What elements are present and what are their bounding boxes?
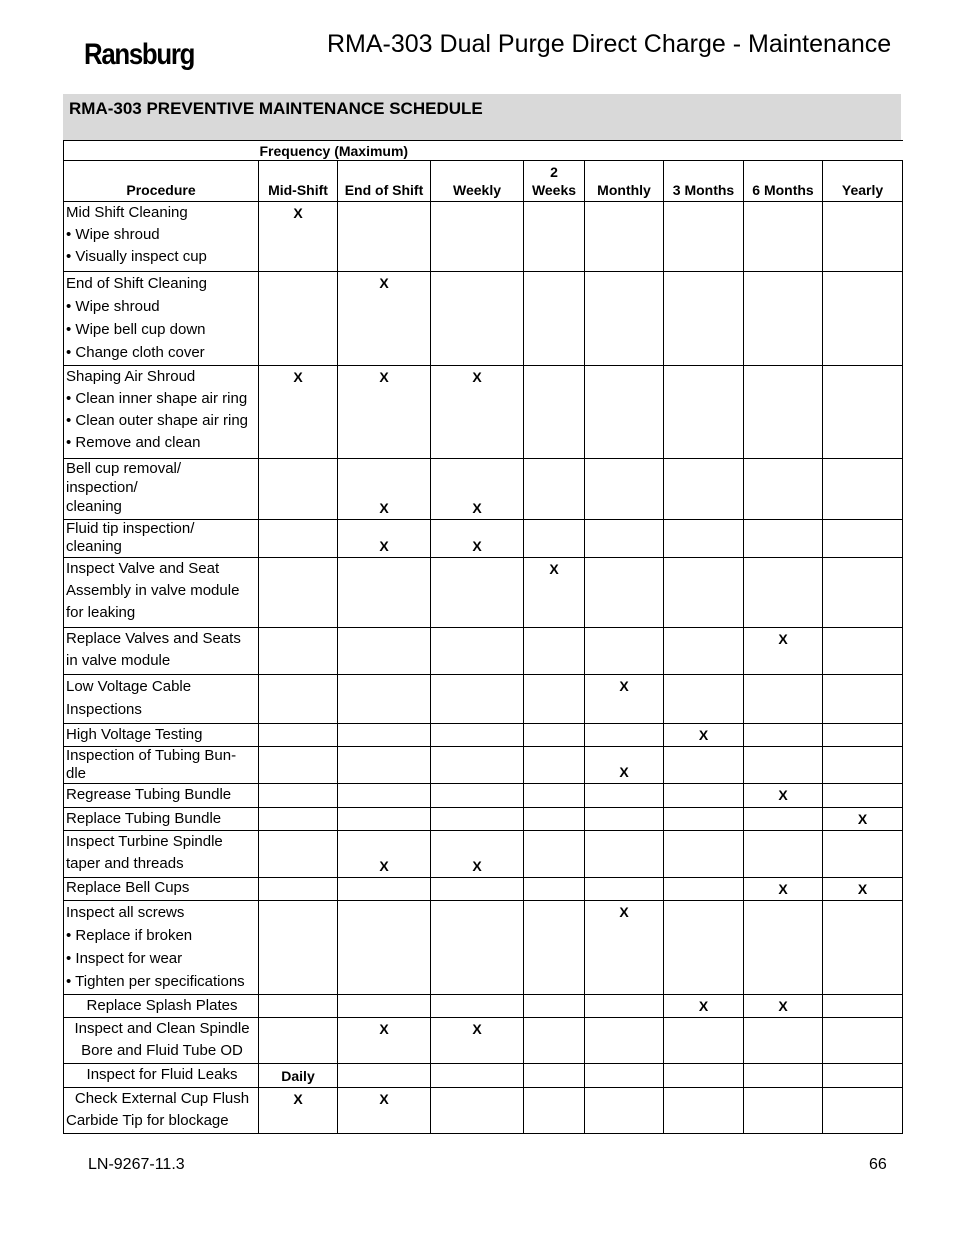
table-row bbox=[64, 272, 903, 366]
frequency-mark-cell bbox=[823, 459, 903, 520]
ransburg-logo: Ransburg bbox=[84, 38, 195, 71]
frequency-mark-cell bbox=[524, 747, 585, 784]
procedure-cell bbox=[64, 202, 259, 272]
frequency-mark-cell bbox=[744, 558, 823, 628]
frequency-mark-cell bbox=[664, 878, 744, 901]
frequency-mark-cell bbox=[431, 272, 524, 366]
procedure-line: Replace Splash Plates bbox=[86, 997, 238, 1014]
procedure-line: High Voltage Testing bbox=[66, 726, 203, 743]
frequency-mark-cell bbox=[744, 520, 823, 558]
procedure-line: Inspect all screws bbox=[66, 904, 185, 921]
table-row bbox=[64, 724, 903, 747]
frequency-mark-cell bbox=[744, 272, 823, 366]
frequency-mark-cell bbox=[664, 628, 744, 675]
frequency-mark-cell bbox=[524, 459, 585, 520]
frequency-mark-cell: X bbox=[259, 1088, 338, 1134]
procedure-cell bbox=[64, 1018, 259, 1064]
frequency-mark-cell bbox=[259, 1018, 338, 1064]
table-row bbox=[64, 995, 903, 1018]
frequency-mark-cell: X bbox=[431, 459, 524, 520]
frequency-mark-cell bbox=[744, 366, 823, 459]
procedure-line: Replace Tubing Bundle bbox=[66, 810, 222, 827]
frequency-mark-cell bbox=[823, 1018, 903, 1064]
procedure-line: Regrease Tubing Bundle bbox=[66, 786, 232, 803]
frequency-mark-cell: X bbox=[744, 878, 823, 901]
frequency-mark-cell bbox=[259, 808, 338, 831]
frequency-mark-cell bbox=[431, 675, 524, 724]
procedure-line: inspection/ bbox=[66, 479, 138, 496]
frequency-mark-cell bbox=[585, 808, 664, 831]
frequency-mark-cell bbox=[524, 520, 585, 558]
column-header-part: Weeks bbox=[531, 182, 577, 198]
frequency-mark-cell bbox=[664, 808, 744, 831]
procedure-line: Carbide Tip for blockage bbox=[66, 1112, 229, 1129]
frequency-mark-cell: X bbox=[744, 628, 823, 675]
procedure-line: Inspect and Clean Spindle bbox=[74, 1020, 250, 1037]
frequency-spacer bbox=[64, 141, 259, 161]
table-row bbox=[64, 459, 903, 520]
frequency-mark-cell bbox=[259, 831, 338, 878]
column-header: Yearly bbox=[823, 161, 903, 202]
frequency-mark-cell bbox=[585, 995, 664, 1018]
procedure-line: • Tighten per specifications bbox=[66, 973, 245, 990]
procedure-line: Mid Shift Cleaning bbox=[66, 204, 188, 221]
frequency-mark-cell bbox=[823, 724, 903, 747]
table-row bbox=[64, 1088, 903, 1134]
frequency-mark-cell bbox=[664, 558, 744, 628]
column-header-part: 2 bbox=[550, 164, 558, 180]
frequency-mark-cell: X bbox=[431, 366, 524, 459]
procedure-line: taper and threads bbox=[66, 855, 184, 872]
frequency-mark-cell bbox=[338, 878, 431, 901]
frequency-mark-cell bbox=[338, 995, 431, 1018]
procedure-cell bbox=[64, 520, 259, 558]
frequency-mark-cell bbox=[259, 784, 338, 808]
table-row bbox=[64, 1064, 903, 1088]
frequency-mark-cell bbox=[585, 784, 664, 808]
procedure-line: • Visually inspect cup bbox=[66, 248, 207, 265]
frequency-header-row bbox=[64, 141, 903, 161]
frequency-mark-cell: X bbox=[431, 831, 524, 878]
frequency-mark-cell bbox=[585, 459, 664, 520]
frequency-mark-cell bbox=[664, 747, 744, 784]
procedure-line: • Inspect for wear bbox=[66, 950, 183, 967]
procedure-cell bbox=[64, 366, 259, 459]
frequency-mark-cell bbox=[664, 1064, 744, 1088]
procedure-cell bbox=[64, 808, 259, 831]
frequency-mark-cell bbox=[338, 808, 431, 831]
frequency-mark-cell: X bbox=[585, 675, 664, 724]
frequency-mark-cell: X bbox=[744, 995, 823, 1018]
frequency-mark-cell: X bbox=[338, 831, 431, 878]
frequency-mark-cell bbox=[338, 675, 431, 724]
frequency-mark-cell bbox=[744, 1018, 823, 1064]
page-number: 66 bbox=[869, 1156, 887, 1173]
frequency-mark-cell bbox=[585, 520, 664, 558]
procedure-line: Inspect Turbine Spindle bbox=[66, 833, 223, 850]
frequency-mark-cell bbox=[744, 808, 823, 831]
table-row bbox=[64, 878, 903, 901]
frequency-mark-cell: X bbox=[744, 784, 823, 808]
procedure-line: Bore and Fluid Tube OD bbox=[81, 1042, 243, 1059]
frequency-mark-cell bbox=[524, 784, 585, 808]
frequency-mark-cell bbox=[524, 1018, 585, 1064]
frequency-mark-cell bbox=[744, 901, 823, 995]
frequency-mark-cell bbox=[744, 1064, 823, 1088]
frequency-mark-cell bbox=[259, 520, 338, 558]
frequency-mark-cell bbox=[338, 628, 431, 675]
frequency-mark-cell bbox=[431, 808, 524, 831]
frequency-mark-cell bbox=[664, 459, 744, 520]
frequency-mark-cell bbox=[585, 366, 664, 459]
frequency-mark-cell bbox=[259, 628, 338, 675]
procedure-line: End of Shift Cleaning bbox=[66, 275, 207, 292]
frequency-mark-cell: Daily bbox=[259, 1064, 338, 1088]
frequency-mark-cell bbox=[823, 1064, 903, 1088]
frequency-mark-cell: X bbox=[823, 808, 903, 831]
frequency-mark-cell bbox=[431, 1088, 524, 1134]
procedure-line: • Replace if broken bbox=[66, 927, 193, 944]
frequency-mark-cell bbox=[338, 724, 431, 747]
frequency-mark-cell bbox=[524, 272, 585, 366]
frequency-mark-cell bbox=[524, 901, 585, 995]
procedure-cell bbox=[64, 724, 259, 747]
frequency-mark-cell: X bbox=[338, 272, 431, 366]
frequency-mark-cell bbox=[585, 1088, 664, 1134]
frequency-mark-cell bbox=[585, 628, 664, 675]
table-row bbox=[64, 628, 903, 675]
frequency-mark-cell bbox=[259, 901, 338, 995]
procedure-cell bbox=[64, 628, 259, 675]
frequency-mark-cell bbox=[524, 995, 585, 1018]
frequency-mark-cell bbox=[338, 784, 431, 808]
column-header: End of Shift bbox=[338, 161, 431, 202]
procedure-line: • Remove and clean bbox=[66, 434, 201, 451]
frequency-mark-cell bbox=[259, 272, 338, 366]
frequency-mark-cell bbox=[259, 459, 338, 520]
frequency-mark-cell: X bbox=[664, 724, 744, 747]
table-row bbox=[64, 558, 903, 628]
procedure-cell bbox=[64, 1064, 259, 1088]
frequency-mark-cell bbox=[664, 901, 744, 995]
table-row bbox=[64, 831, 903, 878]
procedure-line: cleaning bbox=[66, 538, 122, 555]
frequency-label: Frequency (Maximum) bbox=[259, 141, 903, 161]
frequency-mark-cell bbox=[823, 628, 903, 675]
table-row bbox=[64, 675, 903, 724]
frequency-mark-cell bbox=[524, 878, 585, 901]
frequency-mark-cell bbox=[823, 272, 903, 366]
frequency-mark-cell bbox=[431, 724, 524, 747]
procedure-cell bbox=[64, 558, 259, 628]
column-header-row bbox=[64, 161, 903, 202]
procedure-line: • Wipe shroud bbox=[66, 298, 160, 315]
frequency-mark-cell bbox=[524, 202, 585, 272]
table-row bbox=[64, 747, 903, 784]
frequency-mark-cell bbox=[259, 558, 338, 628]
table-body bbox=[64, 202, 903, 1134]
frequency-mark-cell bbox=[664, 784, 744, 808]
frequency-mark-cell bbox=[823, 1088, 903, 1134]
table-row bbox=[64, 520, 903, 558]
frequency-mark-cell bbox=[431, 747, 524, 784]
procedure-cell bbox=[64, 675, 259, 724]
frequency-mark-cell bbox=[823, 202, 903, 272]
frequency-mark-cell bbox=[259, 995, 338, 1018]
procedure-line: Inspect for Fluid Leaks bbox=[86, 1066, 238, 1083]
frequency-mark-cell bbox=[823, 675, 903, 724]
procedure-cell bbox=[64, 459, 259, 520]
frequency-mark-cell: X bbox=[431, 520, 524, 558]
frequency-mark-cell bbox=[431, 628, 524, 675]
procedure-line: Inspect Valve and Seat bbox=[66, 560, 220, 577]
frequency-mark-cell bbox=[664, 202, 744, 272]
procedure-line: Bell cup removal/ bbox=[66, 460, 182, 477]
table-row bbox=[64, 1018, 903, 1064]
frequency-mark-cell bbox=[823, 901, 903, 995]
procedure-cell bbox=[64, 784, 259, 808]
frequency-mark-cell bbox=[259, 747, 338, 784]
frequency-mark-cell bbox=[338, 1064, 431, 1088]
column-header: Weekly bbox=[431, 161, 524, 202]
procedure-line: Replace Valves and Seats bbox=[66, 630, 241, 647]
frequency-mark-cell bbox=[823, 995, 903, 1018]
procedure-cell bbox=[64, 747, 259, 784]
document-number: LN-9267-11.3 bbox=[88, 1156, 185, 1173]
frequency-mark-cell bbox=[524, 831, 585, 878]
frequency-mark-cell bbox=[338, 901, 431, 995]
frequency-mark-cell bbox=[431, 202, 524, 272]
column-header: Mid-Shift bbox=[259, 161, 338, 202]
frequency-mark-cell bbox=[585, 1018, 664, 1064]
frequency-mark-cell bbox=[664, 272, 744, 366]
frequency-mark-cell bbox=[338, 558, 431, 628]
procedure-cell bbox=[64, 901, 259, 995]
procedure-line: Shaping Air Shroud bbox=[66, 368, 196, 385]
procedure-line: Fluid tip inspection/ bbox=[66, 520, 195, 537]
frequency-mark-cell bbox=[524, 628, 585, 675]
frequency-mark-cell bbox=[585, 558, 664, 628]
procedure-line: cleaning bbox=[66, 498, 122, 515]
procedure-line: • Change cloth cover bbox=[66, 344, 205, 361]
frequency-mark-cell bbox=[823, 558, 903, 628]
frequency-mark-cell bbox=[259, 724, 338, 747]
frequency-mark-cell: X bbox=[585, 747, 664, 784]
table-row bbox=[64, 784, 903, 808]
frequency-mark-cell bbox=[664, 1088, 744, 1134]
procedure-line: Inspections bbox=[66, 701, 142, 718]
frequency-mark-cell bbox=[823, 520, 903, 558]
frequency-mark-cell bbox=[431, 784, 524, 808]
table-row bbox=[64, 202, 903, 272]
frequency-mark-cell bbox=[664, 1018, 744, 1064]
frequency-mark-cell: X bbox=[823, 878, 903, 901]
frequency-mark-cell bbox=[664, 520, 744, 558]
procedure-cell bbox=[64, 995, 259, 1018]
frequency-mark-cell bbox=[823, 831, 903, 878]
frequency-mark-cell: X bbox=[338, 1018, 431, 1064]
frequency-mark-cell bbox=[664, 675, 744, 724]
frequency-mark-cell: X bbox=[338, 459, 431, 520]
table-row bbox=[64, 901, 903, 995]
frequency-mark-cell bbox=[585, 1064, 664, 1088]
procedure-line: for leaking bbox=[66, 604, 136, 621]
frequency-mark-cell bbox=[585, 272, 664, 366]
frequency-mark-cell bbox=[431, 901, 524, 995]
section-header-bar bbox=[63, 94, 901, 140]
frequency-mark-cell bbox=[431, 558, 524, 628]
maintenance-schedule-table bbox=[63, 140, 903, 1134]
procedure-cell bbox=[64, 878, 259, 901]
frequency-mark-cell bbox=[524, 808, 585, 831]
frequency-mark-cell bbox=[524, 724, 585, 747]
frequency-mark-cell bbox=[744, 675, 823, 724]
frequency-mark-cell bbox=[744, 747, 823, 784]
frequency-mark-cell bbox=[744, 831, 823, 878]
frequency-mark-cell bbox=[431, 878, 524, 901]
table-row bbox=[64, 366, 903, 459]
frequency-mark-cell bbox=[259, 675, 338, 724]
column-header: Monthly bbox=[585, 161, 664, 202]
column-header: 6 Months bbox=[744, 161, 823, 202]
procedure-line: Check External Cup Flush bbox=[74, 1090, 250, 1107]
frequency-mark-cell bbox=[431, 1064, 524, 1088]
frequency-mark-cell: X bbox=[338, 520, 431, 558]
frequency-mark-cell: X bbox=[259, 366, 338, 459]
section-title: RMA-303 PREVENTIVE MAINTENANCE SCHEDULE bbox=[69, 99, 483, 118]
frequency-mark-cell bbox=[338, 202, 431, 272]
frequency-mark-cell bbox=[744, 202, 823, 272]
procedure-line: dle bbox=[66, 765, 87, 782]
frequency-mark-cell bbox=[744, 724, 823, 747]
frequency-mark-cell bbox=[259, 878, 338, 901]
procedure-line: Assembly in valve module bbox=[66, 582, 240, 599]
frequency-mark-cell: X bbox=[338, 366, 431, 459]
frequency-mark-cell: X bbox=[585, 901, 664, 995]
frequency-mark-cell bbox=[744, 1088, 823, 1134]
frequency-mark-cell bbox=[524, 1064, 585, 1088]
procedure-line: • Wipe shroud bbox=[66, 226, 160, 243]
frequency-mark-cell: X bbox=[338, 1088, 431, 1134]
procedure-line: • Clean inner shape air ring bbox=[66, 390, 248, 407]
procedure-line: • Clean outer shape air ring bbox=[66, 412, 249, 429]
procedure-line: • Wipe bell cup down bbox=[66, 321, 206, 338]
frequency-mark-cell bbox=[431, 995, 524, 1018]
frequency-mark-cell: X bbox=[524, 558, 585, 628]
frequency-mark-cell bbox=[524, 366, 585, 459]
column-header bbox=[524, 161, 585, 202]
procedure-line: Inspection of Tubing Bun- bbox=[66, 747, 237, 764]
frequency-mark-cell: X bbox=[664, 995, 744, 1018]
frequency-mark-cell bbox=[664, 831, 744, 878]
procedure-cell bbox=[64, 831, 259, 878]
frequency-mark-cell bbox=[585, 878, 664, 901]
frequency-mark-cell bbox=[823, 366, 903, 459]
table-row bbox=[64, 808, 903, 831]
procedure-line: Replace Bell Cups bbox=[66, 879, 190, 896]
frequency-mark-cell: X bbox=[431, 1018, 524, 1064]
frequency-mark-cell bbox=[585, 202, 664, 272]
frequency-mark-cell bbox=[338, 747, 431, 784]
frequency-mark-cell bbox=[664, 366, 744, 459]
column-header: 3 Months bbox=[664, 161, 744, 202]
procedure-cell bbox=[64, 272, 259, 366]
frequency-mark-cell bbox=[823, 784, 903, 808]
column-header: Procedure bbox=[64, 161, 259, 202]
frequency-mark-cell bbox=[585, 724, 664, 747]
frequency-mark-cell bbox=[524, 675, 585, 724]
frequency-mark-cell bbox=[744, 459, 823, 520]
procedure-cell bbox=[64, 1088, 259, 1134]
frequency-mark-cell bbox=[823, 747, 903, 784]
frequency-mark-cell: X bbox=[259, 202, 338, 272]
procedure-line: Low Voltage Cable bbox=[66, 678, 192, 695]
frequency-mark-cell bbox=[585, 831, 664, 878]
frequency-mark-cell bbox=[524, 1088, 585, 1134]
procedure-line: in valve module bbox=[66, 652, 171, 669]
document-title: RMA-303 Dual Purge Direct Charge - Maintenance bbox=[327, 30, 892, 58]
